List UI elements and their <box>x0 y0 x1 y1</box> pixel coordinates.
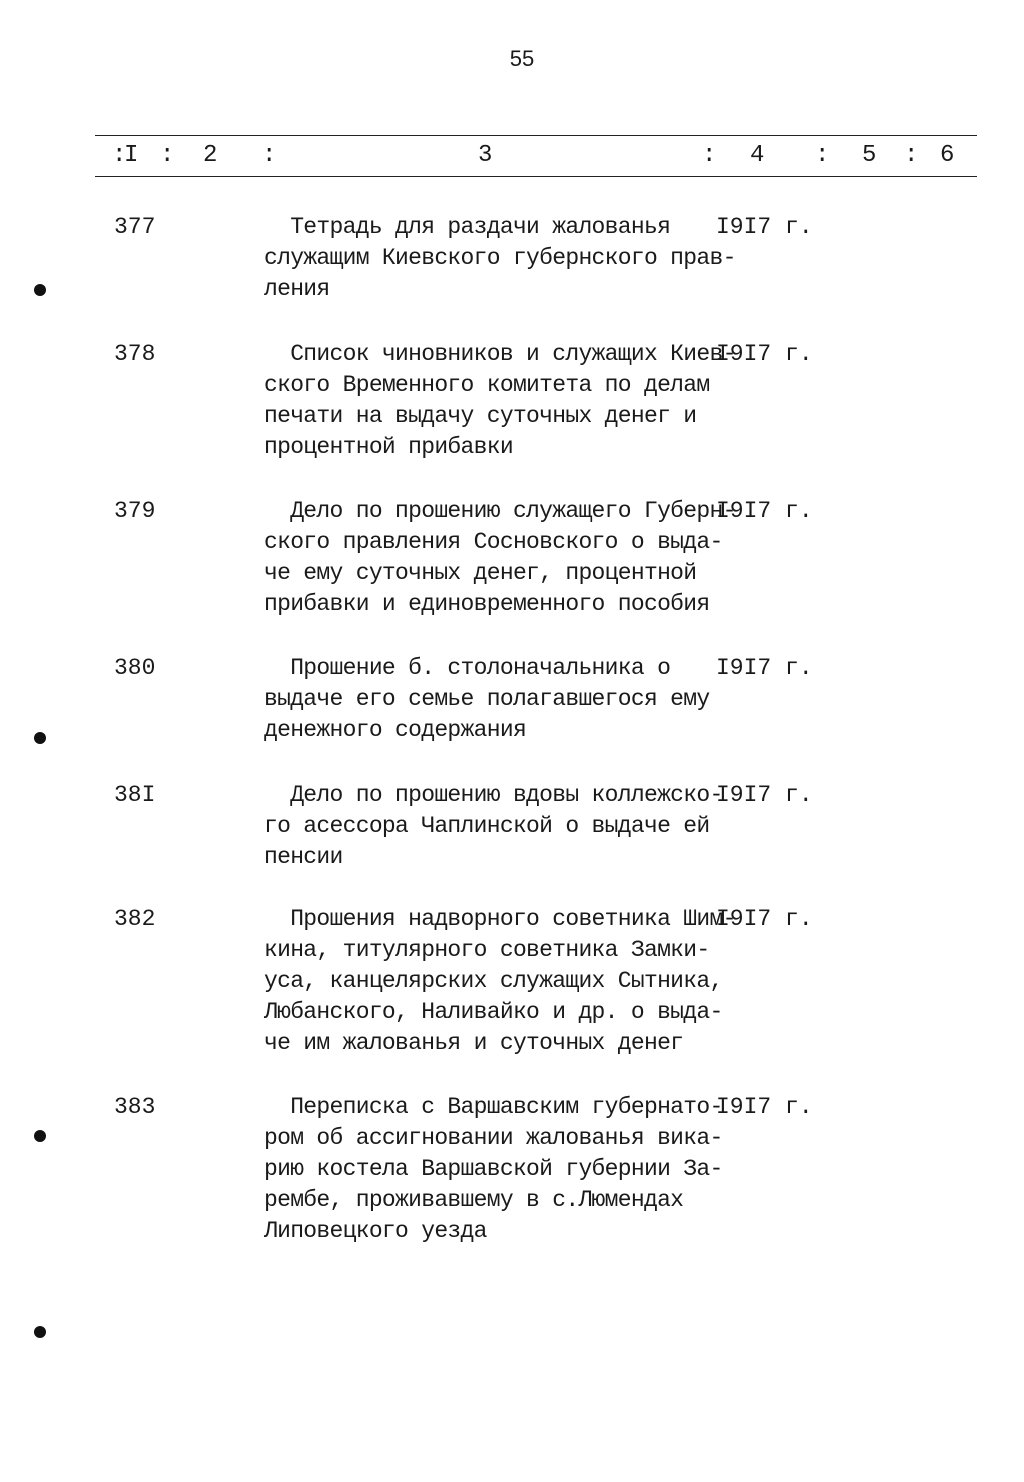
entry-title-line: го асессора Чаплинской о выдаче ей <box>264 813 710 839</box>
entry-number: 377 <box>114 214 156 240</box>
entry-title <box>264 653 714 746</box>
entry-title-line: Список чиновников и служащих Киев- <box>264 341 736 367</box>
entry-title-line: Любанского, Наливайко и др. о выда- <box>264 999 723 1025</box>
entry-title-line: уса, канцелярских служащих Сытника, <box>264 968 723 994</box>
punch-hole-mark <box>34 284 46 296</box>
entry-title-line: Дело по прошению служащего Губерн- <box>264 498 736 524</box>
entry-title-line: Прошения надворного советника Шим- <box>264 906 736 932</box>
header-top-rule <box>95 135 977 136</box>
header-sep: : <box>160 142 175 169</box>
header-sep: : <box>262 142 277 169</box>
entry-title-line: ления <box>264 276 330 302</box>
entry-title-line: прибавки и единовременного пособия <box>264 591 710 617</box>
header-col-1: I <box>124 142 139 169</box>
entry-title-line: кина, титулярного советника Замки- <box>264 937 710 963</box>
header-col-4: 4 <box>750 142 765 169</box>
entry-number: 378 <box>114 341 156 367</box>
entry-title <box>264 212 736 305</box>
entry-number: 382 <box>114 906 156 932</box>
entry-title-line: ром об ассигновании жалованья вика- <box>264 1125 723 1151</box>
entry-date: I9I7 г. <box>716 214 813 240</box>
header-col-3: 3 <box>478 142 493 169</box>
entry-date: I9I7 г. <box>716 655 813 681</box>
entry-title-line: че им жалованья и суточных денег <box>264 1030 684 1056</box>
entry-date: I9I7 г. <box>716 782 813 808</box>
header-col-5: 5 <box>862 142 877 169</box>
punch-hole-mark <box>34 732 46 744</box>
entry-title-line: че ему суточных денег, процентной <box>264 560 697 586</box>
entry-date: I9I7 г. <box>716 1094 813 1120</box>
entry-title-line: рембе, проживавшему в с.Люмендах <box>264 1187 684 1213</box>
header-sep: : <box>815 142 830 169</box>
punch-hole-mark <box>34 1326 46 1338</box>
entry-title <box>264 339 736 463</box>
entry-title-line: Липовецкого уезда <box>264 1218 487 1244</box>
header-bottom-rule <box>95 176 977 177</box>
entry-title <box>264 1092 723 1247</box>
entry-number: 379 <box>114 498 156 524</box>
entry-title <box>264 496 736 620</box>
entry-title-line: служащим Киевского губернского прав- <box>264 245 736 271</box>
entry-title-line: денежного содержания <box>264 717 527 743</box>
entry-title-line: ского правления Сосновского о выда- <box>264 529 723 555</box>
header-col-6: 6 <box>940 142 955 169</box>
entry-date: I9I7 г. <box>716 906 813 932</box>
page-number: 55 <box>509 46 535 71</box>
entry-title-line: Дело по прошению вдовы коллежско- <box>264 782 723 808</box>
entry-title-line: печати на выдачу суточных денег и <box>264 403 697 429</box>
entry-title-line: ского Временного комитета по делам <box>264 372 710 398</box>
entry-title-line: рию костела Варшавской губернии За- <box>264 1156 723 1182</box>
header-col-2: 2 <box>203 142 218 169</box>
entry-title <box>264 780 723 873</box>
entry-title-line: Переписка с Варшавским губернато- <box>264 1094 723 1120</box>
entry-number: 38I <box>114 782 156 808</box>
entry-number: 383 <box>114 1094 156 1120</box>
entry-date: I9I7 г. <box>716 498 813 524</box>
entry-date: I9I7 г. <box>716 341 813 367</box>
header-sep: : <box>702 142 717 169</box>
punch-hole-mark <box>34 1130 46 1142</box>
entry-title-line: процентной прибавки <box>264 434 513 460</box>
entry-title <box>264 904 736 1059</box>
entry-title-line: пенсии <box>264 844 343 870</box>
header-sep: : <box>112 142 127 169</box>
entry-title-line: Прошение б. столоначальника о <box>264 655 671 681</box>
header-sep: : <box>904 142 919 169</box>
entry-title-line: выдаче его семье полагавшегося ему <box>264 686 710 712</box>
entry-number: 380 <box>114 655 156 681</box>
entry-title-line: Тетрадь для раздачи жалованья <box>264 214 671 240</box>
